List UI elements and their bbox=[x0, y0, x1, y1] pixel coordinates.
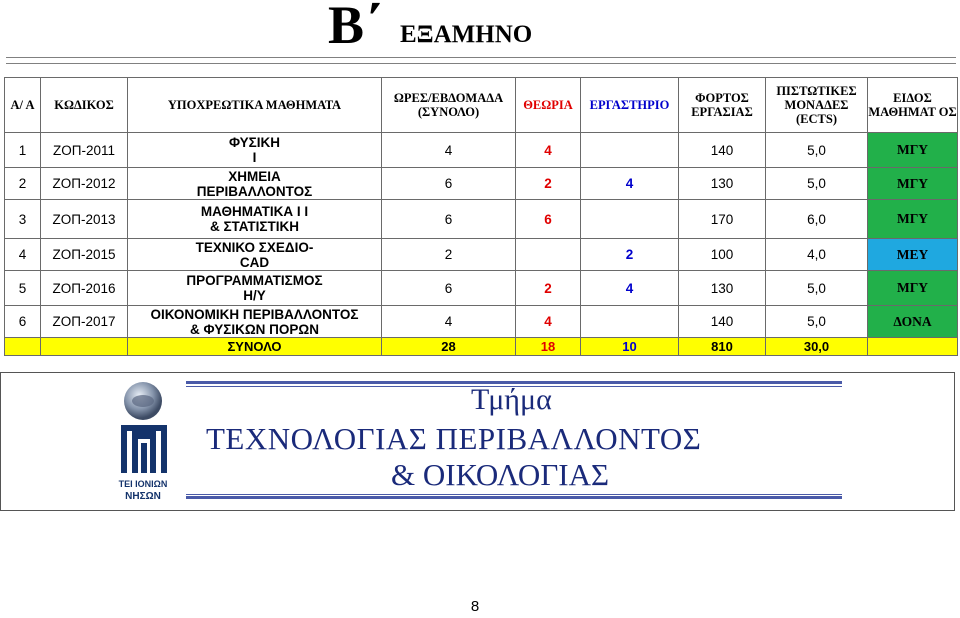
total-ects: 30,0 bbox=[766, 338, 868, 356]
department-name-line1: ΤΕΧΝΟΛΟΓΙΑΣ ΠΕΡΙΒΑΛΛΟΝΤΟΣ bbox=[206, 421, 702, 456]
total-empty-type bbox=[868, 338, 958, 356]
total-load: 810 bbox=[679, 338, 766, 356]
cell-ects: 5,0 bbox=[766, 168, 868, 200]
cell-lab bbox=[581, 306, 679, 338]
cell-aa: 6 bbox=[5, 306, 41, 338]
table-row bbox=[5, 133, 958, 168]
table-row bbox=[5, 271, 958, 306]
cell-theory: 4 bbox=[516, 306, 581, 338]
cell-course bbox=[128, 239, 382, 271]
page-number: 8 bbox=[470, 598, 480, 615]
cell-lab bbox=[581, 133, 679, 168]
cell-code: ΖΟΠ-2012 bbox=[41, 168, 128, 200]
cell-ects: 5,0 bbox=[766, 306, 868, 338]
department-name-line2: & ΟΙΚΟΛΟΓΙΑΣ bbox=[391, 457, 609, 492]
course-line-2: ΠΕΡΙΒΑΛΛΟΝΤΟΣ bbox=[196, 183, 313, 199]
logo-text-line2: ΝΗΣΩΝ bbox=[125, 491, 161, 502]
logo-text-line1: ΤΕΙ ΙΟΝΙΩΝ bbox=[118, 479, 168, 489]
cell-course bbox=[128, 200, 382, 239]
header-ects: ΠΙΣΤΩΤΙΚΕΣ ΜΟΝΑΔΕΣ (ECTS) bbox=[766, 78, 868, 133]
cell-hours: 4 bbox=[382, 133, 516, 168]
cell-aa: 2 bbox=[5, 168, 41, 200]
total-row bbox=[5, 338, 958, 356]
cell-code: ΖΟΠ-2016 bbox=[41, 271, 128, 306]
department-banner bbox=[0, 372, 955, 511]
cell-lab: 2 bbox=[581, 239, 679, 271]
cell-lab: 4 bbox=[581, 271, 679, 306]
total-lab: 10 bbox=[581, 338, 679, 356]
total-empty-aa bbox=[5, 338, 41, 356]
cell-hours: 2 bbox=[382, 239, 516, 271]
header-aa: Α/ Α bbox=[5, 78, 41, 133]
cell-ects: 5,0 bbox=[766, 133, 868, 168]
total-theory: 18 bbox=[516, 338, 581, 356]
cell-aa: 1 bbox=[5, 133, 41, 168]
cell-ects: 6,0 bbox=[766, 200, 868, 239]
cell-aa: 5 bbox=[5, 271, 41, 306]
department-label: Τμήμα bbox=[471, 383, 552, 416]
banner-bottom-line bbox=[186, 496, 842, 499]
cell-hours: 6 bbox=[382, 200, 516, 239]
cell-code: ΖΟΠ-2013 bbox=[41, 200, 128, 239]
cell-lab bbox=[581, 200, 679, 239]
header-code: ΚΩΔΙΚΟΣ bbox=[41, 78, 128, 133]
table-row bbox=[5, 168, 958, 200]
cell-load: 130 bbox=[679, 271, 766, 306]
cell-type: ΜΓΥ bbox=[868, 271, 958, 306]
banner-bottom-thin-line bbox=[186, 494, 842, 495]
cell-load: 140 bbox=[679, 133, 766, 168]
institution-logo bbox=[113, 381, 173, 507]
cell-code: ΖΟΠ-2017 bbox=[41, 306, 128, 338]
course-line-1: ΜΑΘΗΜΑΤΙΚΑ Ι Ι bbox=[200, 204, 309, 219]
title-rule bbox=[6, 57, 956, 58]
course-line-2: & ΣΤΑΤΙΣΤΙΚΗ bbox=[209, 219, 300, 234]
course-line-2: Ι bbox=[252, 150, 257, 165]
semester-word: ΕΞΑΜΗΝΟ bbox=[400, 21, 533, 48]
cell-course bbox=[128, 306, 382, 338]
cell-type: ΜΓΥ bbox=[868, 133, 958, 168]
cell-hours: 6 bbox=[382, 271, 516, 306]
cell-load: 100 bbox=[679, 239, 766, 271]
cell-type: ΜΕΥ bbox=[868, 239, 958, 271]
cell-aa: 3 bbox=[5, 200, 41, 239]
course-line-2: Η/Υ bbox=[243, 288, 266, 303]
cell-lab: 4 bbox=[581, 168, 679, 200]
cell-aa: 4 bbox=[5, 239, 41, 271]
table-row bbox=[5, 239, 958, 271]
cell-type: ΜΓΥ bbox=[868, 200, 958, 239]
table-header-row bbox=[5, 78, 958, 133]
total-hours: 28 bbox=[382, 338, 516, 356]
total-empty-code bbox=[41, 338, 128, 356]
cell-theory: 4 bbox=[516, 133, 581, 168]
cell-course bbox=[128, 168, 382, 200]
cell-ects: 4,0 bbox=[766, 239, 868, 271]
total-label: ΣΥΝΟΛΟ bbox=[128, 338, 382, 356]
course-line-1: ΟΙΚΟΝΟΜΙΚΗ ΠΕΡΙΒΑΛΛΟΝΤΟΣ bbox=[150, 306, 359, 322]
cell-type: ΔΟΝΑ bbox=[868, 306, 958, 338]
header-course: ΥΠΟΧΡΕΩΤΙΚΑ ΜΑΘΗΜΑΤΑ bbox=[128, 78, 382, 133]
cell-theory: 2 bbox=[516, 271, 581, 306]
cell-theory bbox=[516, 239, 581, 271]
cell-load: 170 bbox=[679, 200, 766, 239]
course-line-1: ΠΡΟΓΡΑΜΜΑΤΙΣΜΟΣ bbox=[186, 273, 323, 288]
course-line-2: CAD bbox=[239, 254, 270, 270]
semester-letter: Β΄ bbox=[328, 0, 382, 55]
course-line-1: ΦΥΣΙΚΗ bbox=[228, 135, 281, 150]
logo-emblem-icon bbox=[113, 381, 173, 477]
header-hours: ΩΡΕΣ/ΕΒΔΟΜΑΔΑ (ΣΥΝΟΛΟ) bbox=[382, 78, 516, 133]
cell-code: ΖΟΠ-2011 bbox=[41, 133, 128, 168]
course-line-1: ΤΕΧΝΙΚΟ ΣΧΕΔΙΟ- bbox=[195, 239, 314, 255]
semester-title bbox=[0, 0, 960, 58]
header-load: ΦΟΡΤΟΣ ΕΡΓΑΣΙΑΣ bbox=[679, 78, 766, 133]
cell-theory: 6 bbox=[516, 200, 581, 239]
course-line-2: & ΦΥΣΙΚΩΝ ΠΟΡΩΝ bbox=[190, 321, 319, 337]
header-lab: ΕΡΓΑΣΤΗΡΙΟ bbox=[581, 78, 679, 133]
header-type: ΕΙΔΟΣ ΜΑΘΗΜΑΤ ΟΣ bbox=[868, 78, 958, 133]
cell-load: 140 bbox=[679, 306, 766, 338]
header-theory: ΘΕΩΡΙΑ bbox=[516, 78, 581, 133]
cell-type: ΜΓΥ bbox=[868, 168, 958, 200]
cell-load: 130 bbox=[679, 168, 766, 200]
courses-table bbox=[4, 77, 958, 356]
cell-code: ΖΟΠ-2015 bbox=[41, 239, 128, 271]
title-rule-lower bbox=[6, 63, 956, 64]
table-row bbox=[5, 306, 958, 338]
cell-theory: 2 bbox=[516, 168, 581, 200]
cell-ects: 5,0 bbox=[766, 271, 868, 306]
cell-hours: 4 bbox=[382, 306, 516, 338]
table-row bbox=[5, 200, 958, 239]
cell-course bbox=[128, 271, 382, 306]
cell-course bbox=[128, 133, 382, 168]
course-line-1: ΧΗΜΕΙΑ bbox=[228, 168, 281, 184]
cell-hours: 6 bbox=[382, 168, 516, 200]
